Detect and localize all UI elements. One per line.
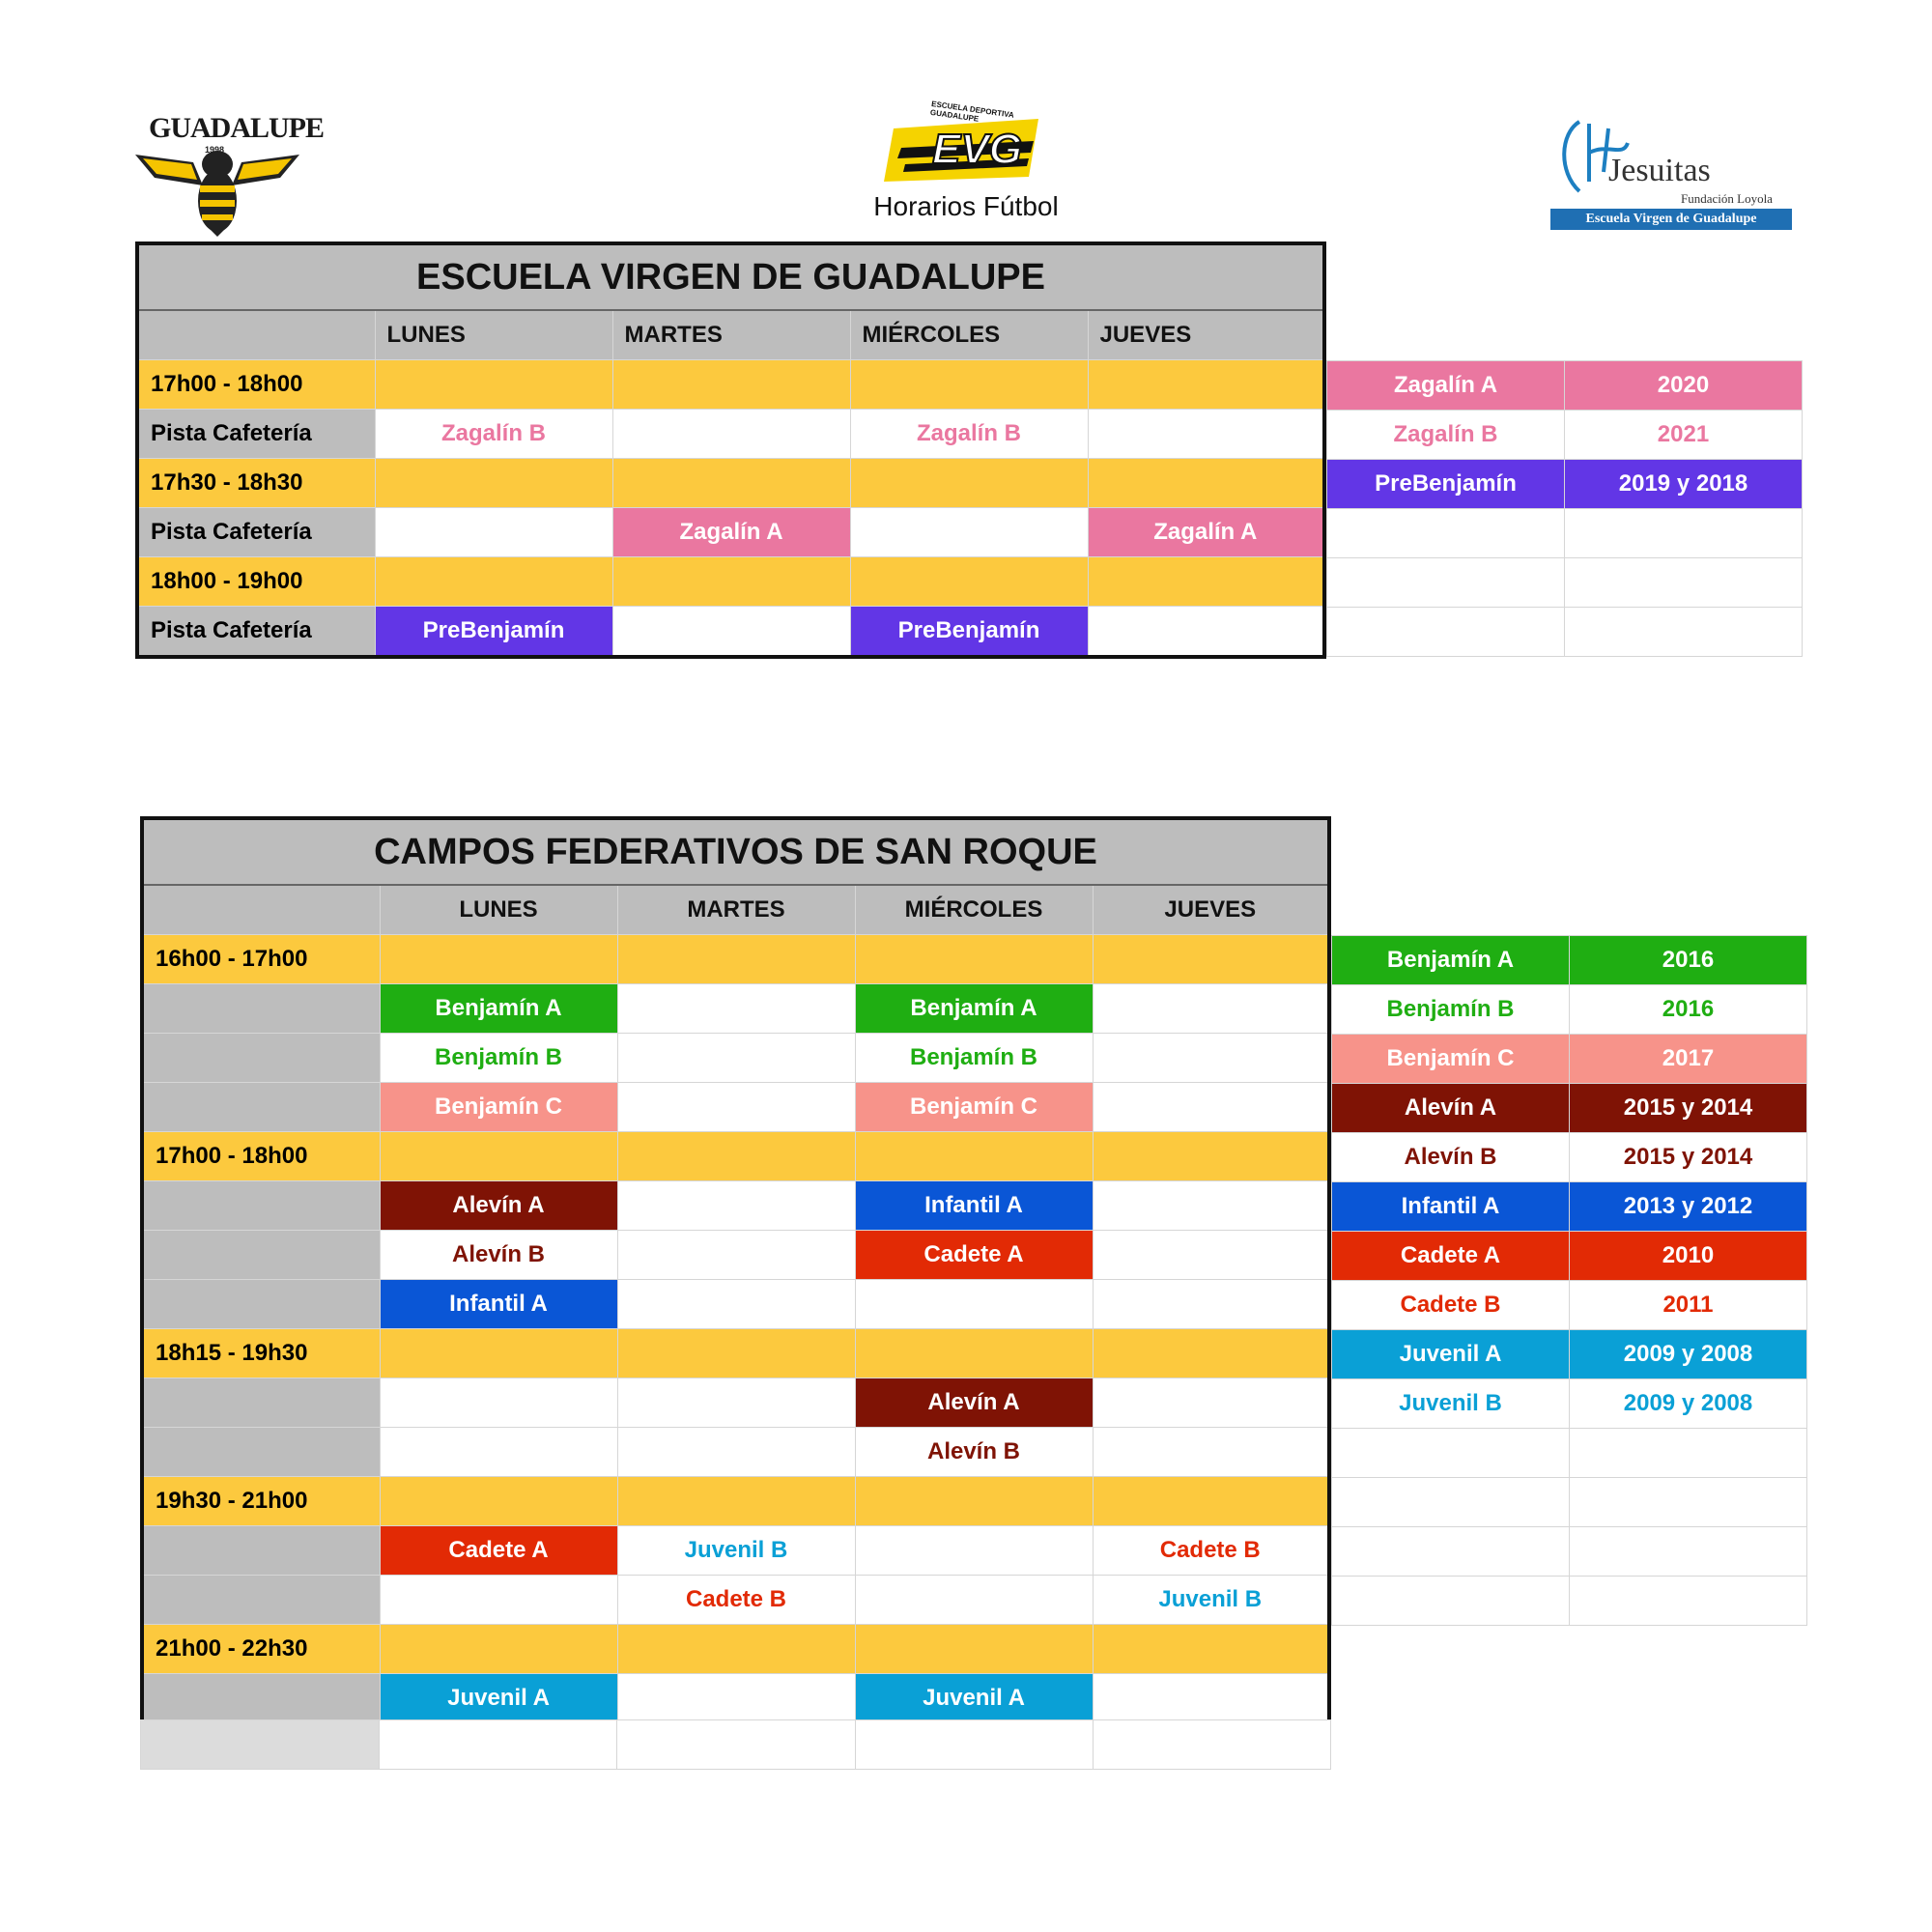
time-slot-row — [142, 1329, 1329, 1378]
empty-cell — [1093, 1231, 1329, 1280]
session-row — [142, 984, 1329, 1034]
title-row — [137, 243, 1324, 310]
evg-mark: EVG — [932, 126, 1022, 173]
session-cell: Juvenil B — [1093, 1576, 1329, 1625]
jesuitas-script: Jesuitas — [1608, 153, 1711, 188]
jesuitas-logo — [1550, 114, 1802, 235]
session-cell: Juvenil A — [855, 1674, 1093, 1725]
legend-team: Zagalín B — [1327, 411, 1565, 460]
time-slot-label: 21h00 - 22h30 — [142, 1625, 380, 1674]
legend-team — [1332, 1429, 1570, 1478]
legend-team: Infantil A — [1332, 1182, 1570, 1232]
venue-label — [142, 1083, 380, 1132]
empty-cell — [612, 410, 850, 459]
legend-row — [1332, 1281, 1807, 1330]
venue-label — [142, 1526, 380, 1576]
empty-cell — [855, 1576, 1093, 1625]
session-cell: Alevín B — [855, 1428, 1093, 1477]
day-header: MIÉRCOLES — [855, 885, 1093, 935]
legend-team — [1327, 558, 1565, 608]
empty-cell — [617, 1428, 855, 1477]
legend-team — [1327, 509, 1565, 558]
team-legend-guadalupe — [1326, 360, 1803, 657]
legend-team: Benjamín C — [1332, 1035, 1570, 1084]
venue-label — [142, 1428, 380, 1477]
empty-cell — [1093, 1280, 1329, 1329]
time-slot-cell — [850, 360, 1088, 410]
guadalupe-logo — [135, 106, 325, 237]
session-cell: Benjamín C — [380, 1083, 617, 1132]
legend-row — [1332, 1182, 1807, 1232]
time-slot-label: 17h30 - 18h30 — [137, 459, 375, 508]
session-row — [142, 1674, 1329, 1725]
session-row — [137, 607, 1324, 658]
legend-team: Benjamín B — [1332, 985, 1570, 1035]
time-slot-cell — [1093, 1625, 1329, 1674]
legend-row — [1332, 1035, 1807, 1084]
time-slot-cell — [612, 557, 850, 607]
time-slot-cell — [617, 1329, 855, 1378]
time-slot-cell — [380, 935, 617, 984]
time-slot-label: 18h15 - 19h30 — [142, 1329, 380, 1378]
legend-team: Alevín B — [1332, 1133, 1570, 1182]
session-cell: Zagalín B — [375, 410, 612, 459]
legend-year: 2011 — [1570, 1281, 1807, 1330]
empty-cell — [855, 1720, 1094, 1770]
empty-cell — [612, 607, 850, 658]
time-slot-cell — [375, 360, 612, 410]
legend-team: Alevín A — [1332, 1084, 1570, 1133]
session-cell: Infantil A — [380, 1280, 617, 1329]
time-slot-row — [142, 935, 1329, 984]
legend-year: 2010 — [1570, 1232, 1807, 1281]
time-slot-cell — [380, 1329, 617, 1378]
empty-cell — [1093, 1181, 1329, 1231]
session-row — [142, 1576, 1329, 1625]
legend-year — [1570, 1527, 1807, 1577]
empty-cell — [855, 1526, 1093, 1576]
time-slot-cell — [612, 459, 850, 508]
empty-cell — [141, 1720, 380, 1770]
venue-label — [142, 1181, 380, 1231]
legend-year: 2013 y 2012 — [1570, 1182, 1807, 1232]
team-legend-san-roque — [1331, 935, 1807, 1626]
session-cell: Benjamín B — [380, 1034, 617, 1083]
time-slot-cell — [380, 1477, 617, 1526]
empty-cell — [1088, 607, 1324, 658]
time-slot-cell — [612, 360, 850, 410]
time-slot-cell — [1088, 459, 1324, 508]
venue-label — [142, 1280, 380, 1329]
session-cell: Alevín B — [380, 1231, 617, 1280]
legend-year — [1565, 558, 1803, 608]
session-row — [142, 1231, 1329, 1280]
legend-row — [1332, 1379, 1807, 1429]
empty-cell — [1093, 1674, 1329, 1725]
session-row — [142, 1280, 1329, 1329]
legend-team: Zagalín A — [1327, 361, 1565, 411]
legend-year: 2019 y 2018 — [1565, 460, 1803, 509]
evg-arc-text: ESCUELA DEPORTIVA GUADALUPE — [929, 99, 1014, 124]
session-cell: PreBenjamín — [375, 607, 612, 658]
time-slot-cell — [1093, 935, 1329, 984]
session-cell: Alevín A — [855, 1378, 1093, 1428]
empty-cell — [617, 1674, 855, 1725]
legend-year — [1570, 1429, 1807, 1478]
venue-label — [142, 1231, 380, 1280]
empty-cell — [617, 1720, 856, 1770]
time-slot-cell — [850, 557, 1088, 607]
empty-cell — [617, 1034, 855, 1083]
legend-team: PreBenjamín — [1327, 460, 1565, 509]
day-header: MIÉRCOLES — [850, 310, 1088, 360]
day-header: MARTES — [617, 885, 855, 935]
time-slot-row — [142, 1625, 1329, 1674]
page-subtitle: Horarios Fútbol — [873, 191, 1059, 221]
empty-cell — [850, 508, 1088, 557]
venue-label — [142, 1378, 380, 1428]
empty-cell — [1093, 1428, 1329, 1477]
time-slot-label: 17h00 - 18h00 — [142, 1132, 380, 1181]
session-row — [142, 1083, 1329, 1132]
legend-year: 2016 — [1570, 985, 1807, 1035]
corner-cell — [137, 310, 375, 360]
empty-cell — [617, 1280, 855, 1329]
legend-year — [1570, 1577, 1807, 1626]
legend-row — [1327, 411, 1803, 460]
legend-row — [1332, 1577, 1807, 1626]
time-slot-cell — [1093, 1477, 1329, 1526]
time-slot-label: 16h00 - 17h00 — [142, 935, 380, 984]
legend-row — [1327, 509, 1803, 558]
time-slot-cell — [617, 1477, 855, 1526]
empty-cell — [375, 508, 612, 557]
legend-year — [1565, 509, 1803, 558]
jesuitas-school-banner: Escuela Virgen de Guadalupe — [1550, 209, 1792, 230]
legend-team — [1332, 1577, 1570, 1626]
session-cell: Zagalín A — [1088, 508, 1324, 557]
schedule-table-san-roque-trailing-row — [140, 1719, 1331, 1770]
day-header: LUNES — [380, 885, 617, 935]
venue-label — [142, 984, 380, 1034]
legend-team: Cadete B — [1332, 1281, 1570, 1330]
session-cell: Benjamín A — [855, 984, 1093, 1034]
time-slot-cell — [855, 1132, 1093, 1181]
day-header: MARTES — [612, 310, 850, 360]
legend-year: 2015 y 2014 — [1570, 1133, 1807, 1182]
session-cell: Benjamín C — [855, 1083, 1093, 1132]
empty-cell — [617, 1083, 855, 1132]
legend-row — [1332, 985, 1807, 1035]
empty-cell — [617, 1378, 855, 1428]
session-cell: Cadete A — [380, 1526, 617, 1576]
time-slot-row — [137, 459, 1324, 508]
session-cell: PreBenjamín — [850, 607, 1088, 658]
day-header: JUEVES — [1088, 310, 1324, 360]
table-title: CAMPOS FEDERATIVOS DE SAN ROQUE — [142, 818, 1329, 885]
time-slot-cell — [855, 935, 1093, 984]
day-header-row — [142, 885, 1329, 935]
empty-cell — [1093, 1083, 1329, 1132]
legend-row — [1332, 1478, 1807, 1527]
time-slot-cell — [1093, 1329, 1329, 1378]
venue-label: Pista Cafetería — [137, 410, 375, 459]
session-row — [142, 1428, 1329, 1477]
empty-cell — [1093, 984, 1329, 1034]
legend-team — [1327, 608, 1565, 657]
legend-year: 2009 y 2008 — [1570, 1379, 1807, 1429]
session-row — [137, 508, 1324, 557]
empty-cell — [617, 984, 855, 1034]
session-row — [142, 1181, 1329, 1231]
time-slot-cell — [855, 1477, 1093, 1526]
legend-row — [1332, 1429, 1807, 1478]
session-cell: Juvenil B — [617, 1526, 855, 1576]
time-slot-cell — [375, 459, 612, 508]
legend-row — [1332, 1232, 1807, 1281]
time-slot-cell — [380, 1132, 617, 1181]
corner-cell — [142, 885, 380, 935]
time-slot-cell — [855, 1625, 1093, 1674]
session-cell: Cadete A — [855, 1231, 1093, 1280]
legend-row — [1327, 558, 1803, 608]
empty-cell — [617, 1231, 855, 1280]
session-cell: Zagalín A — [612, 508, 850, 557]
evg-logo — [884, 99, 1058, 191]
legend-team — [1332, 1478, 1570, 1527]
session-cell: Zagalín B — [850, 410, 1088, 459]
time-slot-cell — [617, 1132, 855, 1181]
empty-cell — [1093, 1378, 1329, 1428]
venue-label: Pista Cafetería — [137, 508, 375, 557]
session-row — [142, 1378, 1329, 1428]
legend-team: Cadete A — [1332, 1232, 1570, 1281]
empty-cell — [379, 1720, 617, 1770]
legend-team: Juvenil A — [1332, 1330, 1570, 1379]
time-slot-cell — [617, 935, 855, 984]
legend-row — [1332, 1133, 1807, 1182]
empty-cell — [855, 1280, 1093, 1329]
legend-row — [1327, 361, 1803, 411]
legend-year: 2020 — [1565, 361, 1803, 411]
time-slot-label: 17h00 - 18h00 — [137, 360, 375, 410]
time-slot-cell — [850, 459, 1088, 508]
legend-year: 2015 y 2014 — [1570, 1084, 1807, 1133]
time-slot-row — [142, 1132, 1329, 1181]
time-slot-cell — [1093, 1132, 1329, 1181]
legend-year: 2021 — [1565, 411, 1803, 460]
legend-row — [1332, 1527, 1807, 1577]
legend-year: 2016 — [1570, 936, 1807, 985]
table-title: ESCUELA VIRGEN DE GUADALUPE — [137, 243, 1324, 310]
venue-label — [142, 1674, 380, 1725]
time-slot-cell — [375, 557, 612, 607]
session-cell: Infantil A — [855, 1181, 1093, 1231]
guadalupe-logo-text: GUADALUPE — [149, 112, 325, 144]
session-row — [142, 1526, 1329, 1576]
legend-row — [1332, 1330, 1807, 1379]
day-header: JUEVES — [1093, 885, 1329, 935]
jesuitas-foundation: Fundación Loyola — [1681, 191, 1773, 206]
legend-year: 2009 y 2008 — [1570, 1330, 1807, 1379]
guadalupe-logo-year: 1998 — [205, 145, 225, 155]
session-cell: Cadete B — [617, 1576, 855, 1625]
time-slot-label: 18h00 - 19h00 — [137, 557, 375, 607]
schedule-table-san-roque — [140, 816, 1331, 1726]
session-row — [137, 410, 1324, 459]
empty-cell — [1093, 1034, 1329, 1083]
session-cell: Juvenil A — [380, 1674, 617, 1725]
time-slot-cell — [855, 1329, 1093, 1378]
legend-team — [1332, 1527, 1570, 1577]
empty-cell — [380, 1576, 617, 1625]
time-slot-row — [137, 557, 1324, 607]
title-row — [142, 818, 1329, 885]
empty-cell — [617, 1181, 855, 1231]
legend-row — [1332, 1084, 1807, 1133]
time-slot-label: 19h30 - 21h00 — [142, 1477, 380, 1526]
venue-label — [142, 1034, 380, 1083]
empty-cell — [1088, 410, 1324, 459]
legend-year — [1565, 608, 1803, 657]
session-cell: Cadete B — [1093, 1526, 1329, 1576]
venue-label — [142, 1576, 380, 1625]
time-slot-cell — [380, 1625, 617, 1674]
empty-cell — [380, 1378, 617, 1428]
empty-cell — [380, 1428, 617, 1477]
time-slot-cell — [1088, 360, 1324, 410]
schedule-table-guadalupe — [135, 242, 1326, 659]
legend-row — [1327, 460, 1803, 509]
time-slot-row — [142, 1477, 1329, 1526]
legend-team: Juvenil B — [1332, 1379, 1570, 1429]
legend-team: Benjamín A — [1332, 936, 1570, 985]
legend-row — [1327, 608, 1803, 657]
session-cell: Benjamín B — [855, 1034, 1093, 1083]
day-header-row — [137, 310, 1324, 360]
legend-row — [1332, 936, 1807, 985]
empty-cell — [1094, 1720, 1331, 1770]
session-cell: Alevín A — [380, 1181, 617, 1231]
legend-year: 2017 — [1570, 1035, 1807, 1084]
time-slot-row — [137, 360, 1324, 410]
session-row — [142, 1034, 1329, 1083]
session-cell: Benjamín A — [380, 984, 617, 1034]
day-header: LUNES — [375, 310, 612, 360]
venue-label: Pista Cafetería — [137, 607, 375, 658]
time-slot-cell — [617, 1625, 855, 1674]
legend-year — [1570, 1478, 1807, 1527]
time-slot-cell — [1088, 557, 1324, 607]
